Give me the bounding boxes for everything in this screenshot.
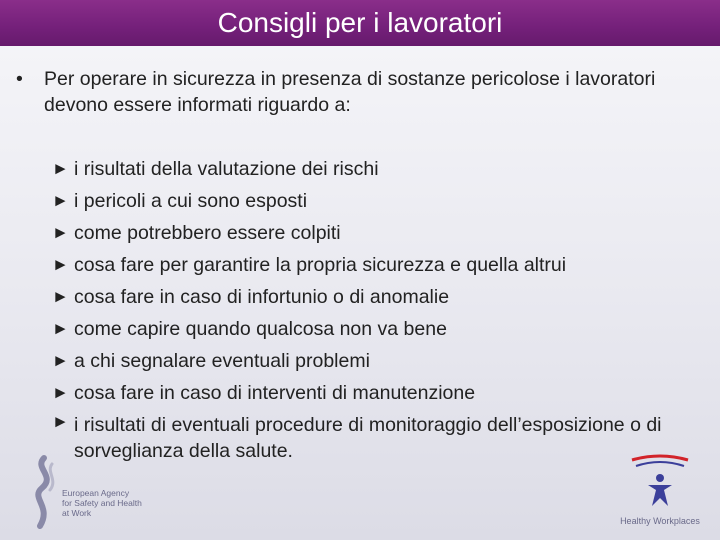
list-item-text: a chi segnalare eventuali problemi bbox=[74, 350, 370, 372]
list-item-text: cosa fare in caso di infortunio o di anomalie bbox=[74, 286, 450, 308]
agency-name bbox=[62, 488, 172, 518]
arrow-icon: ► bbox=[52, 351, 69, 370]
list-item-text: come capire quando qualcosa non va bene bbox=[74, 318, 447, 340]
list-item bbox=[52, 313, 712, 345]
list-item bbox=[52, 281, 712, 313]
list-item bbox=[52, 217, 712, 249]
arrow-icon: ► bbox=[52, 383, 69, 402]
campaign-name: Healthy Workplaces bbox=[620, 516, 700, 526]
list-item-text: cosa fare in caso di interventi di manutenzione bbox=[74, 382, 476, 404]
list-item bbox=[52, 185, 712, 217]
arrow-icon: ► bbox=[52, 223, 69, 242]
advice-list bbox=[52, 153, 712, 464]
arrow-icon: ► bbox=[52, 287, 69, 306]
healthy-workplaces-logo bbox=[612, 452, 708, 532]
slide-title: Consigli per i lavoratori bbox=[217, 7, 503, 38]
agency-line: for Safety and Health bbox=[62, 498, 142, 508]
arrow-icon: ► bbox=[52, 191, 69, 210]
agency-line: at Work bbox=[62, 508, 92, 518]
list-item-text: i risultati di eventuali procedure di monitoraggio dell’esposizione o di sorveglianza della salute. bbox=[74, 414, 662, 462]
main-bullet-text: Per operare in sicurezza in presenza di sostanze pericolose i lavoratori devono essere informati riguardo a: bbox=[44, 68, 656, 116]
main-bullet bbox=[16, 66, 706, 118]
list-item bbox=[52, 153, 712, 185]
list-item-text: i risultati della valutazione dei rischi bbox=[74, 158, 379, 180]
list-item bbox=[52, 345, 712, 377]
bullet-dot: • bbox=[16, 68, 23, 90]
arrow-icon: ► bbox=[52, 319, 69, 338]
list-item-text: i pericoli a cui sono esposti bbox=[74, 190, 308, 212]
list-item-text: cosa fare per garantire la propria sicurezza e quella altrui bbox=[74, 254, 567, 276]
arrow-icon: ► bbox=[52, 159, 69, 178]
arrow-icon: ► bbox=[52, 255, 69, 274]
arrow-icon: ► bbox=[52, 412, 69, 431]
agency-emblem-icon bbox=[26, 454, 66, 530]
list-item bbox=[52, 249, 712, 281]
eu-osha-logo bbox=[26, 454, 176, 530]
list-item-text: come potrebbero essere colpiti bbox=[74, 222, 341, 244]
campaign-figure-icon bbox=[612, 452, 708, 516]
list-item bbox=[52, 377, 712, 409]
agency-line: European Agency bbox=[62, 488, 130, 498]
